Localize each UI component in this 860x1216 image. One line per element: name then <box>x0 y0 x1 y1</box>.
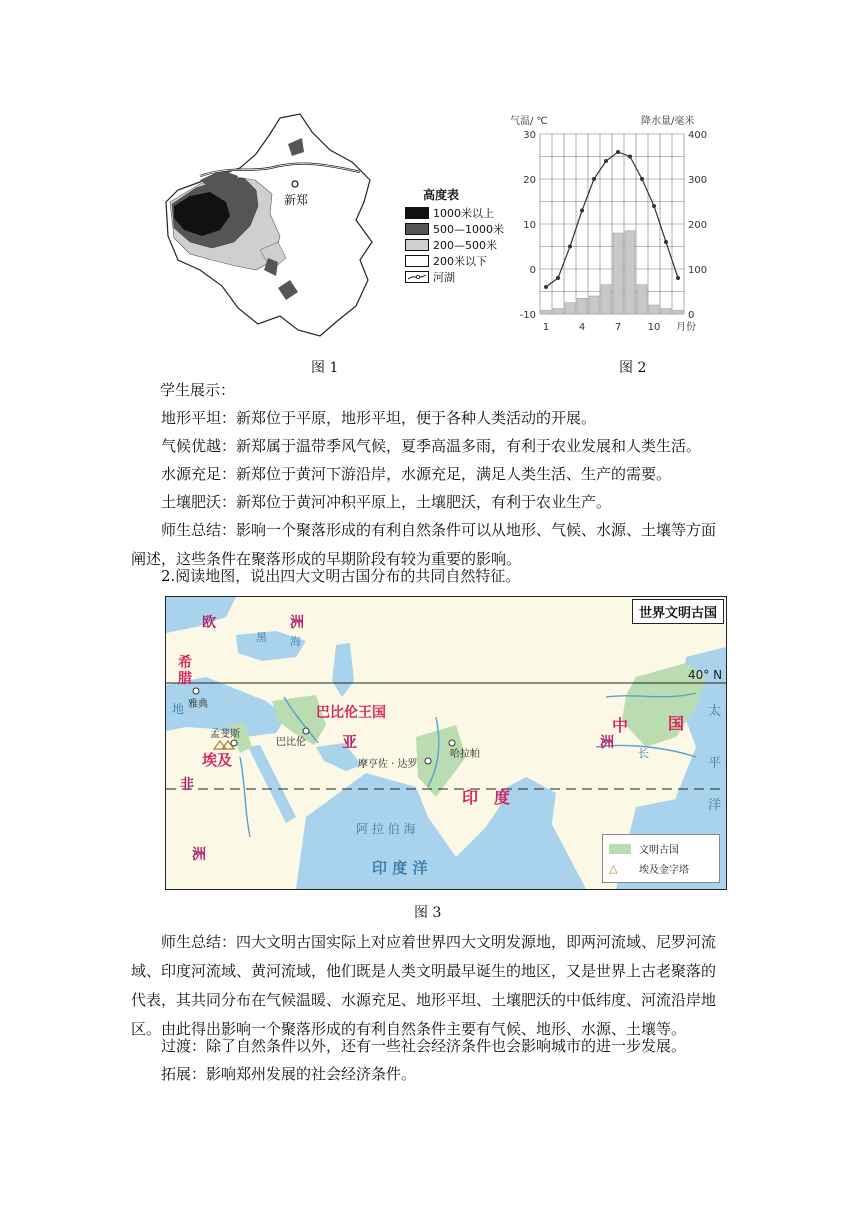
figure-1-caption: 图 1 <box>311 360 339 376</box>
paragraph-summary-2: 师生总结：四大文明古国实际上对应着世界四大文明发源地，即两河流域、尼罗河流域、印度河流域、黄河流域，他们既是人类文明最早诞生的地区，又是世界上古老聚落的代表，其共同分布在气候温暖、水源充足、地形平坦、土壤肥沃的中低纬度、河流沿岸地区。由此得出影响一个聚落形成的有利自然条件主要有气候、地形、水源、土壤等。 <box>131 933 717 1038</box>
precip-bar <box>637 285 647 314</box>
label-chang: 长 <box>638 747 649 760</box>
label-lat-40n: 40° N <box>688 668 723 682</box>
legend-pyramid-label: 埃及金字塔 <box>639 865 689 876</box>
legend-label-below200: 200米以下 <box>433 255 487 268</box>
pyramid-legend-icon: △ <box>609 862 618 875</box>
temperature-point <box>640 177 644 181</box>
y-left-tick-label: 10 <box>523 220 536 231</box>
label-black-sea2: 海 <box>290 635 301 648</box>
label-asia2: 洲 <box>600 735 614 751</box>
y-left-tick-label: -10 <box>519 310 536 321</box>
paragraph-terrain: 地形平坦：新郑位于平原，地形平坦，便于各种人类活动的开展。 <box>161 409 597 427</box>
temperature-point <box>616 150 620 154</box>
label-athens: 雅典 <box>188 699 208 710</box>
paragraph-climate: 气候优越：新郑属于温带季风气候，夏季高温多雨，有利于农业发展和人类生活。 <box>161 437 702 455</box>
paragraph-question-2: 2.阅读地图，说出四大文明古国分布的共同自然特征。 <box>161 567 521 585</box>
temperature-point <box>580 209 584 213</box>
y-right-tick-label: 200 <box>688 220 708 231</box>
paragraph-student-show: 学生展示： <box>160 381 236 399</box>
label-india2: 度 <box>494 788 511 807</box>
legend-label-200: 200—500米 <box>433 239 497 252</box>
legend-swatch-1000 <box>405 207 429 219</box>
legend-label-500: 500—1000米 <box>433 223 504 236</box>
label-china: 中 <box>612 716 629 735</box>
legend-swatch-below200 <box>405 255 429 267</box>
temperature-point <box>628 155 632 159</box>
y-left-tick-label: 0 <box>529 265 536 276</box>
legend-title: 高度表 <box>423 188 460 202</box>
x-tick-label: 4 <box>578 322 586 333</box>
label-pacific2: 平 <box>708 756 722 771</box>
legend-swatch-500 <box>405 223 429 235</box>
paragraph-extension: 拓展：影响郑州发展的社会经济条件。 <box>161 1065 417 1083</box>
label-harappa: 哈拉帕 <box>450 749 480 760</box>
label-babylon: 巴比伦 <box>276 737 306 748</box>
y-left-tick-label: 30 <box>523 130 536 141</box>
paragraph-summary-1: 师生总结：影响一个聚落形成的有利自然条件可以从地形、气候、水源、土壤等方面阐述，这些条件在聚落形成的早期阶段有较为重要的影响。 <box>131 521 717 568</box>
temperature-point <box>676 276 680 280</box>
paragraph-soil: 土壤肥沃：新郑位于黄河冲积平原上，土壤肥沃，有利于农业生产。 <box>161 493 612 511</box>
label-china2: 国 <box>668 714 685 733</box>
paragraph-transition: 过渡：除了自然条件以外，还有一些社会经济条件也会影响城市的进一步发展。 <box>161 1037 687 1055</box>
label-africa: 非 <box>180 777 194 793</box>
label-memphis: 孟斐斯 <box>210 729 240 740</box>
temperature-point <box>604 159 608 163</box>
label-africa2: 洲 <box>192 847 206 863</box>
label-black-sea: 黑 <box>256 631 267 644</box>
left-axis-unit: 气温/ ℃ <box>510 116 548 127</box>
temperature-point <box>544 285 548 289</box>
label-greece: 希 <box>178 655 192 671</box>
precip-bar <box>601 285 611 314</box>
precip-bar <box>565 303 575 314</box>
right-axis-unit: 降水量/毫米 <box>641 116 695 127</box>
precip-bar <box>577 298 587 314</box>
y-left-tick-label: 20 <box>523 175 536 186</box>
x-tick-label: 10 <box>647 322 661 333</box>
temperature-point <box>568 245 572 249</box>
memphis-dot <box>231 740 237 746</box>
figure-2-caption: 图 2 <box>619 360 647 376</box>
precip-bar <box>661 309 671 314</box>
y-right-tick-label: 300 <box>688 175 708 186</box>
x-tick-label: 1 <box>542 322 550 333</box>
precip-bar <box>649 305 659 314</box>
harappa-dot <box>449 740 455 746</box>
figure-2-climate-chart <box>508 112 738 352</box>
label-mohenjo: 摩亨佐 · 达罗 <box>358 759 418 770</box>
precip-bar <box>541 310 551 314</box>
precip-bar <box>673 310 683 314</box>
legend-label-1000: 1000米以上 <box>433 207 494 220</box>
paragraph-water: 水源充足：新郑位于黄河下游沿岸，水源充足，满足人类生活、生产的需要。 <box>161 465 672 483</box>
x-tick-label: 7 <box>614 322 622 333</box>
label-pacific3: 洋 <box>708 798 722 813</box>
label-indian-ocean: 印 度 洋 <box>372 859 428 877</box>
figure-3-map <box>165 596 727 890</box>
precip-bar <box>553 309 563 314</box>
temperature-point <box>652 204 656 208</box>
temperature-point <box>592 177 596 181</box>
y-right-tick-label: 100 <box>688 265 708 276</box>
y-right-tick-label: 0 <box>688 310 695 321</box>
babylon-dot <box>303 728 309 734</box>
label-med: 地 <box>172 702 185 716</box>
precip-bar <box>625 231 635 314</box>
label-europe: 欧 <box>202 615 216 631</box>
temperature-point <box>664 240 668 244</box>
xinzheng-dot <box>292 181 298 187</box>
label-egypt: 埃及 <box>202 751 233 769</box>
legend-label-river: 河湖 <box>433 271 455 284</box>
x-axis-suffix: 月份 <box>676 322 696 333</box>
label-arabian-sea: 阿 拉 伯 海 <box>356 822 416 836</box>
legend-civ-swatch <box>609 844 631 854</box>
mohenjo-dot <box>425 758 431 764</box>
y-right-tick-label: 400 <box>688 130 708 141</box>
label-babylon-state: 巴比伦王国 <box>316 705 386 721</box>
map-title: 世界文明古国 <box>638 606 717 621</box>
precip-bar <box>613 233 623 314</box>
river-legend-icon <box>405 271 429 283</box>
precip-bar <box>589 296 599 314</box>
legend-civ-label: 文明古国 <box>639 845 679 856</box>
temperature-point <box>556 276 560 280</box>
label-greece2: 腊 <box>178 671 192 687</box>
label-india: 印 <box>462 788 479 807</box>
label-europe2: 洲 <box>290 615 304 631</box>
athens-dot <box>193 688 199 694</box>
figure-3-caption: 图 3 <box>414 905 442 921</box>
figure-1-legend <box>405 186 515 285</box>
label-asia: 亚 <box>342 733 358 751</box>
label-pacific1: 太 <box>708 704 722 719</box>
legend-swatch-200 <box>405 239 429 251</box>
map-title-box <box>632 599 724 624</box>
map-legend-box <box>602 834 720 883</box>
xinzheng-label: 新郑 <box>284 193 309 207</box>
